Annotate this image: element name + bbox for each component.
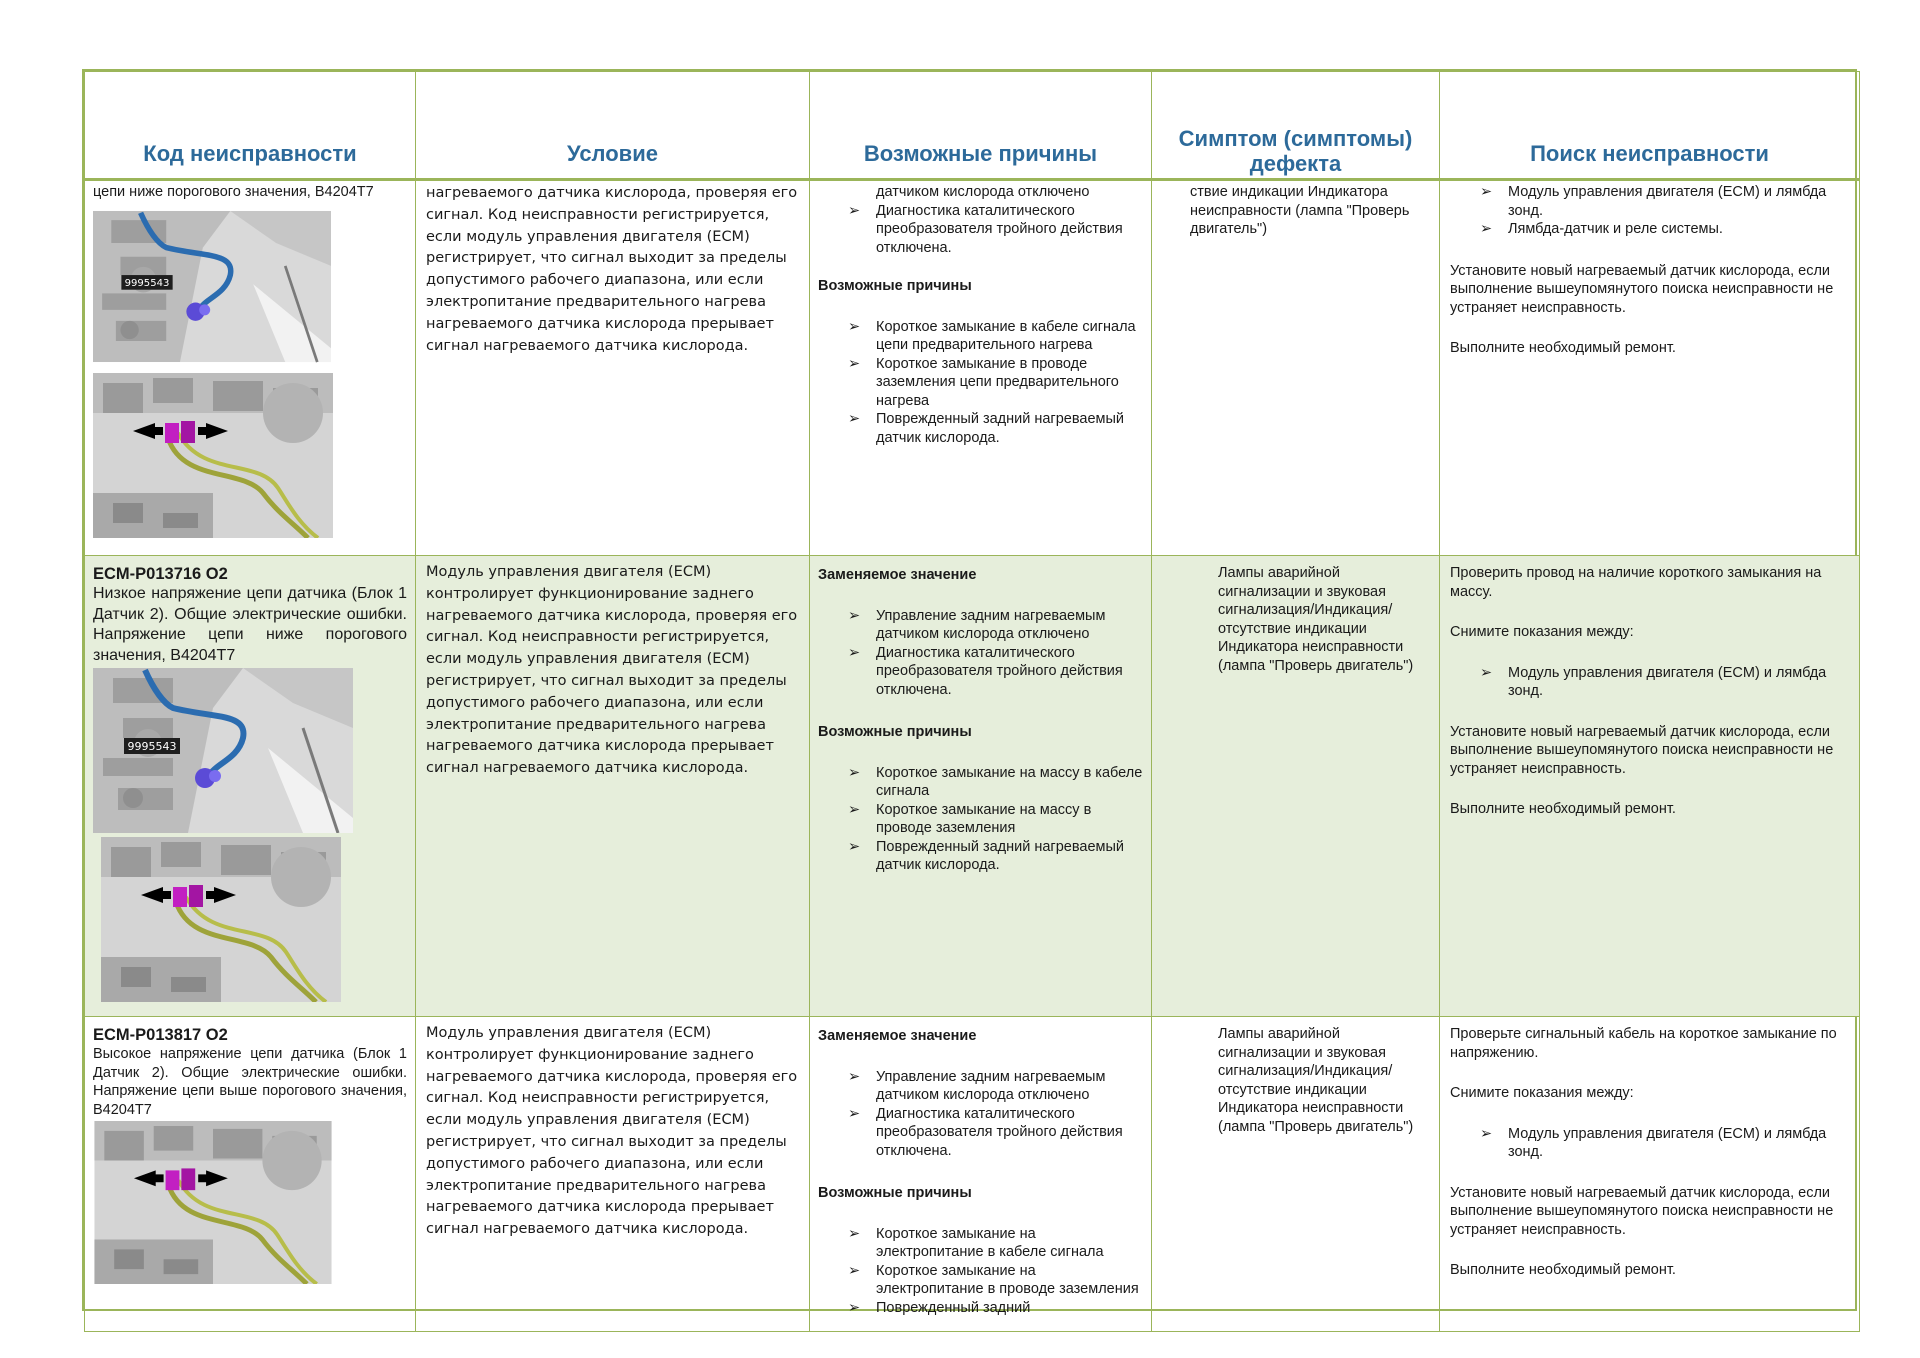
causes-heading: Возможные причины <box>818 278 972 294</box>
list-item: ➢ Короткое замыкание в проводе заземления цепи предварительного нагрева <box>848 355 1119 409</box>
fix-intro: Проверьте сигнальный кабель на короткое замыкание по напряжению. <box>1450 1026 1837 1061</box>
troubleshooting-cell <box>1440 556 1860 1017</box>
condition-cell <box>416 556 810 1017</box>
condition-text: Модуль управления двигателя (ECM) контролирует функционирование заднего нагреваемого датчика кислорода, проверяя его сигнал. Код неисправности регистрируется, если модуль управления двигателя (ECM) регистрирует, что сигнал выходит за пределы допустимого рабочего диапазона, или если электропитание предварительного нагрева нагреваемого датчика кислорода прерывает сигнал нагреваемого датчика кислорода. <box>426 1025 798 1238</box>
arrow-bullet-icon: ➢ <box>848 838 861 855</box>
fix-paragraph: Выполните необходимый ремонт. <box>1450 801 1676 817</box>
troubleshooting-cell <box>1440 180 1860 556</box>
fault-code: ECM-P013817 O2 <box>93 1026 228 1044</box>
arrow-bullet-icon: ➢ <box>848 1299 861 1316</box>
fix-intro: Проверить провод на наличие короткого замыкания на массу. <box>1450 565 1822 600</box>
table-row <box>85 556 1860 1017</box>
list-item: ➢ Короткое замыкание в кабеле сигнала цепи предварительного нагрева <box>848 318 1136 353</box>
causes-heading: Возможные причины <box>818 724 972 740</box>
list-item: ➢ Модуль управления двигателя (ECM) и лямбда зонд. <box>1480 1125 1827 1160</box>
arrow-bullet-icon: ➢ <box>848 764 861 781</box>
list-item: ➢ Диагностика каталитического преобразователя тройного действия отключена. <box>848 644 1123 698</box>
list-item: ➢ Короткое замыкание на электропитание в проводе заземления <box>848 1262 1139 1297</box>
condition-text: нагреваемого датчика кислорода, проверяя его сигнал. Код неисправности регистрируется, если модуль управления двигателя (ECM) регистрирует, что сигнал выходит за пределы допустимого рабочего диапазона, или если электропитание предварительного нагрева нагреваемого датчика кислорода прерывает сигнал нагреваемого датчика кислорода. <box>426 185 798 354</box>
list-item: ➢ Поврежденный задний нагреваемый датчик кислорода. <box>848 838 1125 873</box>
arrow-bullet-icon: ➢ <box>1480 1125 1493 1142</box>
list-item: ➢ Управление задним нагреваемым датчиком кислорода отключено <box>848 1068 1106 1103</box>
list-item: ➢ Короткое замыкание на массу в проводе заземления <box>848 801 1092 836</box>
list-item: ➢ Поврежденный задний нагреваемый датчик кислорода. <box>848 411 1125 446</box>
fix-paragraph: Выполните необходимый ремонт. <box>1450 1262 1676 1278</box>
arrow-bullet-icon: ➢ <box>848 355 861 372</box>
condition-cell <box>416 180 810 556</box>
arrow-bullet-icon: ➢ <box>848 1225 861 1242</box>
code-cell <box>85 1017 416 1332</box>
code-cell <box>85 556 416 1017</box>
list-item: ➢ Модуль управления двигателя (ECM) и лямбда зонд. <box>1480 664 1827 699</box>
header-fault-code: Код неисправности <box>85 72 416 180</box>
list-item: ➢ Короткое замыкание на электропитание в кабеле сигнала <box>848 1225 1104 1260</box>
header-condition: Условие <box>416 72 810 180</box>
sensor-location-image <box>93 204 331 369</box>
fix-measure: Снимите показания между: <box>1450 1085 1634 1101</box>
condition-cell <box>416 1017 810 1332</box>
fault-code-table <box>82 69 1857 1316</box>
arrow-bullet-icon: ➢ <box>848 318 861 335</box>
list-item: ➢ Модуль управления двигателя (ECM) и лямбда зонд. <box>1480 184 1827 219</box>
arrow-bullet-icon: ➢ <box>848 1105 861 1122</box>
replaced-value-lead: датчиком кислорода отключено <box>876 184 1090 200</box>
symptom-text: Лампы аварийной сигнализации и звуковая сигнализация/Индикация/отсутствие индикации Индикатора неисправности (лампа "Проверь двигатель") <box>1218 565 1414 674</box>
table-row <box>85 180 1860 556</box>
symptom-cell <box>1152 1017 1440 1332</box>
causes-cell <box>810 1017 1152 1332</box>
table-row <box>85 1017 1860 1332</box>
header-possible-causes: Возможные причины <box>810 72 1152 180</box>
list-item: ➢ Лямбда-датчик и реле системы. <box>1480 221 1723 237</box>
code-description: Высокое напряжение цепи датчика (Блок 1 Датчик 2). Общие электрические ошибки. Напряжение цепи выше порогового значения, B4204T7 <box>93 1046 407 1118</box>
symptom-cell <box>1152 180 1440 556</box>
header-troubleshooting: Поиск неисправности <box>1440 72 1860 180</box>
arrow-bullet-icon: ➢ <box>848 411 861 427</box>
causes-cell <box>810 556 1152 1017</box>
fault-code: ECM-P013716 O2 <box>93 565 228 583</box>
arrow-bullet-icon: ➢ <box>848 1068 861 1085</box>
fix-paragraph: Выполните необходимый ремонт. <box>1450 340 1676 356</box>
arrow-bullet-icon: ➢ <box>848 607 861 624</box>
arrow-bullet-icon: ➢ <box>848 801 861 818</box>
sensor-location-image <box>93 668 353 833</box>
fix-measure: Снимите показания между: <box>1450 624 1634 640</box>
symptom-text: Лампы аварийной сигнализации и звуковая сигнализация/Индикация/отсутствие индикации Индикатора неисправности (лампа "Проверь двигатель") <box>1218 1026 1414 1135</box>
replaced-value-heading: Заменяемое значение <box>818 1028 977 1044</box>
list-item: ➢ Диагностика каталитического преобразователя тройного действия отключена. <box>848 1105 1123 1159</box>
table-header <box>85 72 1860 180</box>
arrow-bullet-icon: ➢ <box>1480 664 1493 681</box>
list-item: ➢ Управление задним нагреваемым датчиком кислорода отключено <box>848 607 1106 642</box>
fix-paragraph: Установите новый нагреваемый датчик кислорода, если выполнение вышеупомянутого поиска неисправности не устраняет неисправность. <box>1450 262 1834 316</box>
symptom-cell <box>1152 556 1440 1017</box>
arrow-bullet-icon: ➢ <box>1480 221 1493 237</box>
code-description: цепи ниже порогового значения, B4204T7 <box>93 184 374 200</box>
fix-paragraph: Установите новый нагреваемый датчик кислорода, если выполнение вышеупомянутого поиска неисправности не устраняет неисправность. <box>1450 1184 1834 1238</box>
fix-paragraph: Установите новый нагреваемый датчик кислорода, если выполнение вышеупомянутого поиска неисправности не устраняет неисправность. <box>1450 723 1834 777</box>
list-item: ➢ Поврежденный задний <box>848 1299 1031 1316</box>
causes-cell <box>810 180 1152 556</box>
causes-heading: Возможные причины <box>818 1185 972 1201</box>
list-item: ➢ Диагностика каталитического преобразователя тройного действия отключена. <box>848 202 1123 256</box>
header-symptoms: Симптом (симптомы) дефекта <box>1152 72 1440 180</box>
arrow-bullet-icon: ➢ <box>848 644 861 661</box>
arrow-bullet-icon: ➢ <box>1480 184 1493 200</box>
symptom-text: ствие индикации Индикатора неисправности (лампа "Проверь двигатель") <box>1190 184 1410 237</box>
connector-location-image <box>93 373 333 538</box>
replaced-value-heading: Заменяемое значение <box>818 567 977 583</box>
code-description: Низкое напряжение цепи датчика (Блок 1 Датчик 2). Общие электрические ошибки. Напряжение цепи ниже порогового значения, B4204T7 <box>93 585 407 664</box>
arrow-bullet-icon: ➢ <box>848 202 861 219</box>
troubleshooting-cell <box>1440 1017 1860 1332</box>
condition-text: Модуль управления двигателя (ECM) контролирует функционирование заднего нагреваемого датчика кислорода, проверяя его сигнал. Код неисправности регистрируется, если модуль управления двигателя (ECM) регистрирует, что сигнал выходит за пределы допустимого рабочего диапазона, или если электропитание предварительного нагрева нагреваемого датчика кислорода прерывает сигнал нагреваемого датчика кислорода. <box>426 564 798 777</box>
connector-location-image <box>93 837 349 1002</box>
code-cell <box>85 180 416 556</box>
connector-location-image <box>93 1121 333 1284</box>
arrow-bullet-icon: ➢ <box>848 1262 861 1279</box>
list-item: ➢ Короткое замыкание на массу в кабеле сигнала <box>848 764 1143 799</box>
